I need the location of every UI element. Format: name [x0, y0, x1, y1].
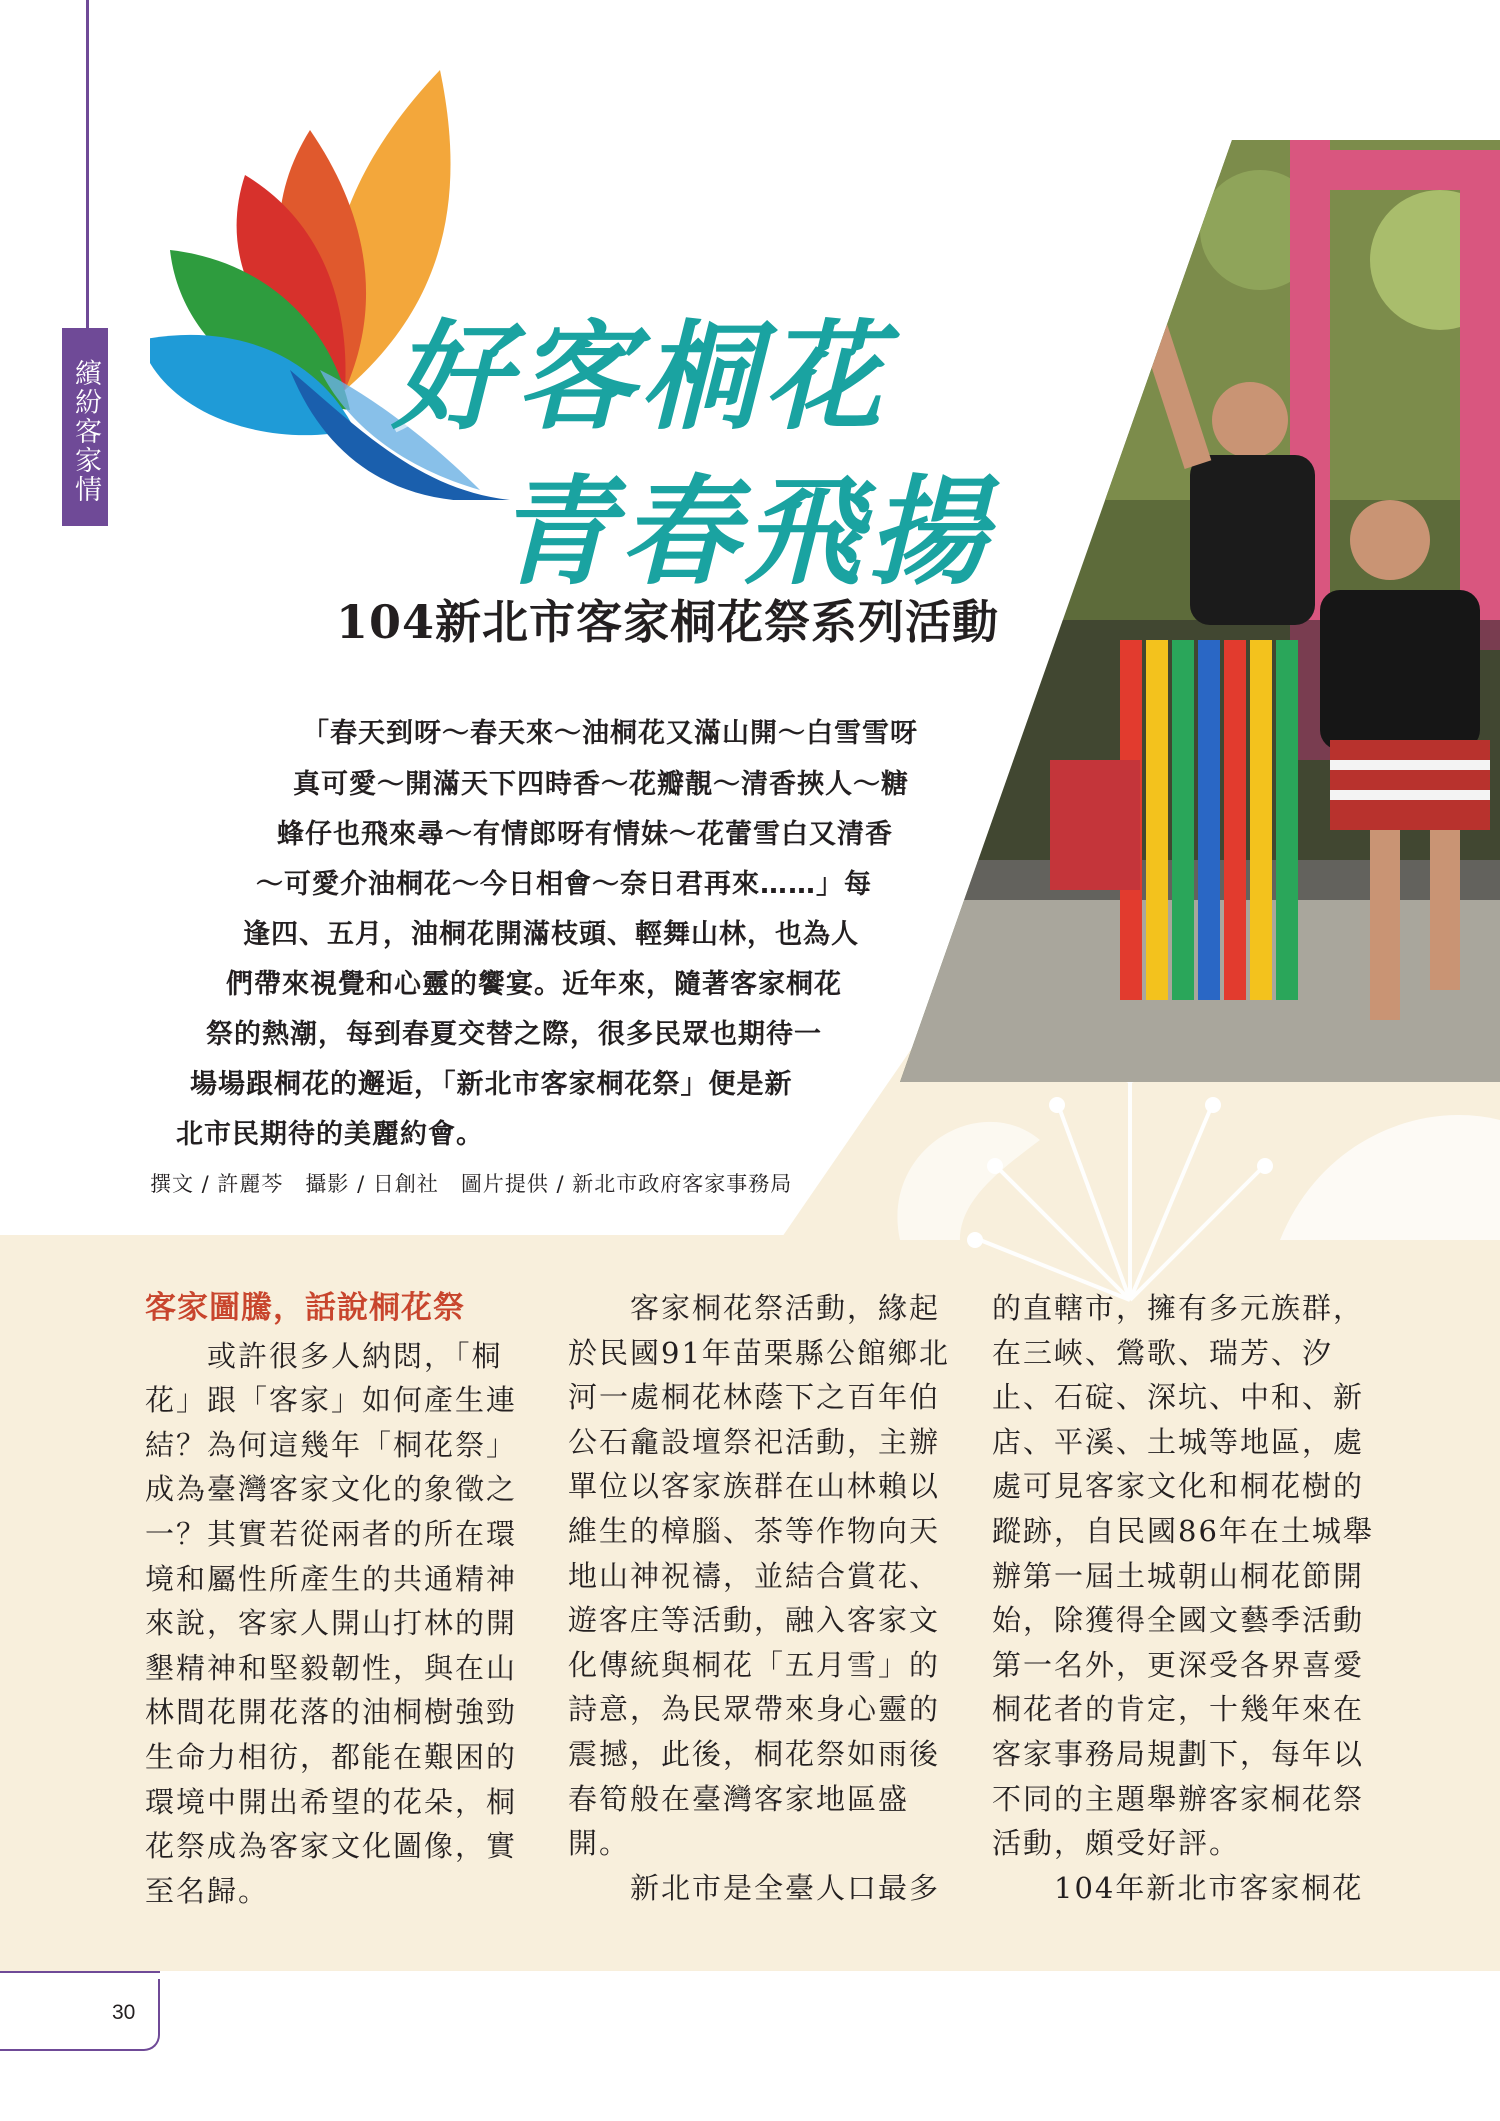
body-line: 客家桐花祭活動，緣起 — [568, 1291, 941, 1325]
body-line: 開。 — [568, 1826, 631, 1861]
credits: 撰文 / 許麗芩 攝影 / 日創社 圖片提供 / 新北市政府客家事務局 — [150, 1172, 793, 1196]
body-line: 不同的主題舉辦客家桐花祭 — [992, 1781, 1365, 1816]
body-line: 單位以客家族群在山林賴以 — [568, 1469, 941, 1504]
body-line: 墾精神和堅毅韌性，與在山 — [145, 1650, 518, 1685]
intro-line: 場場跟桐花的邂逅，「新北市客家桐花祭」便是新 — [190, 1069, 793, 1100]
body-line: 於民國91年苗栗縣公館鄉北 — [568, 1335, 950, 1370]
body-line: 花」跟「客家」如何產生連 — [145, 1383, 518, 1418]
intro-line: 真可愛～開滿天下四時香～花瓣靚～清香挾人～糖 — [293, 769, 909, 800]
body-line: 成為臺灣客家文化的象徵之 — [145, 1472, 518, 1507]
title-line-2: 青春飛揚 — [496, 463, 993, 601]
section-heading: 客家圖騰，話說桐花祭 — [145, 1290, 465, 1326]
body-line: 詩意，為民眾帶來身心靈的 — [568, 1692, 941, 1727]
body-line: 化傳統與桐花「五月雪」的 — [568, 1647, 941, 1682]
body-line: 林間花開花落的油桐樹強勁 — [145, 1695, 518, 1730]
body-line: 春筍般在臺灣客家地區盛 — [568, 1781, 910, 1816]
article-column-1 — [145, 1286, 518, 1913]
body-line: 新北市是全臺人口最多 — [568, 1870, 941, 1905]
left-rule — [86, 0, 89, 330]
body-line: 環境中開出希望的花朵，桐 — [145, 1784, 518, 1819]
body-line: 維生的樟腦、茶等作物向天 — [568, 1513, 941, 1548]
body-line: 震撼，此後，桐花祭如雨後 — [568, 1736, 941, 1771]
body-line: 至名歸。 — [145, 1873, 270, 1908]
body-line: 店、平溪、土城等地區，處 — [992, 1424, 1365, 1459]
subtitle: 104新北市客家桐花祭系列活動 — [336, 595, 1000, 649]
body-line: 客家事務局規劃下，每年以 — [992, 1736, 1365, 1771]
body-line: 地山神祝禱，並結合賞花、 — [568, 1558, 941, 1593]
body-line: 在三峽、鶯歌、瑞芳、汐 — [992, 1335, 1334, 1370]
footer-rule — [0, 1971, 160, 1973]
body-line: 結？為何這幾年「桐花祭」 — [145, 1427, 518, 1462]
intro-line: 北市民期待的美麗約會。 — [176, 1119, 484, 1150]
body-line: 公石龕設壇祭祀活動，主辦 — [568, 1424, 941, 1459]
body-line: 的直轄市，擁有多元族群， — [992, 1291, 1365, 1325]
body-line: 始，除獲得全國文藝季活動 — [992, 1603, 1365, 1638]
body-line: 活動，頗受好評。 — [992, 1826, 1241, 1861]
intro-line: 逢四、五月，油桐花開滿枝頭、輕舞山林，也為人 — [243, 919, 859, 950]
body-line: 境和屬性所產生的共通精神 — [145, 1561, 518, 1596]
body-line: 或許很多人納悶，「桐 — [145, 1338, 503, 1373]
article-column-2 — [568, 1286, 950, 1910]
body-line: 桐花者的肯定，十幾年來在 — [992, 1692, 1365, 1727]
body-line: 生命力相彷，都能在艱困的 — [145, 1739, 518, 1774]
body-line: 第一名外，更深受各界喜愛 — [992, 1647, 1365, 1682]
section-tab: 繽紛客家情 — [62, 328, 108, 526]
page-number-frame — [0, 1979, 160, 2051]
body-line: 河一處桐花林蔭下之百年伯 — [568, 1380, 941, 1415]
title-line-1: 好客桐花 — [392, 308, 889, 446]
body-line: 辦第一屆土城朝山桐花節開 — [992, 1558, 1365, 1593]
intro-line: 「春天到呀～春天來～油桐花又滿山開～白雪雪呀 — [302, 718, 918, 749]
page-number: 30 — [112, 2001, 136, 2024]
intro-line: 蜂仔也飛來尋～有情郎呀有情妹～花蕾雪白又清香 — [277, 819, 893, 850]
body-line: 來說，客家人開山打林的開 — [145, 1606, 518, 1641]
intro-line: 祭的熱潮，每到春夏交替之際，很多民眾也期待一 — [206, 1019, 822, 1050]
body-line: 止、石碇、深坑、中和、新 — [992, 1380, 1365, 1415]
body-line: 一？其實若從兩者的所在環 — [145, 1516, 518, 1551]
body-line: 蹤跡，自民國86年在土城舉 — [992, 1513, 1374, 1548]
body-line: 處可見客家文化和桐花樹的 — [992, 1469, 1365, 1504]
body-line: 花祭成為客家文化圖像，實 — [145, 1829, 518, 1864]
article-column-3 — [992, 1286, 1374, 1910]
intro-line: 們帶來視覺和心靈的饗宴。近年來，隨著客家桐花 — [226, 969, 842, 1000]
intro-line: ～可愛介油桐花～今日相會～奈日君再來……」每 — [256, 869, 872, 900]
body-line: 104年新北市客家桐花 — [992, 1870, 1364, 1905]
body-line: 遊客庄等活動，融入客家文 — [568, 1603, 941, 1638]
